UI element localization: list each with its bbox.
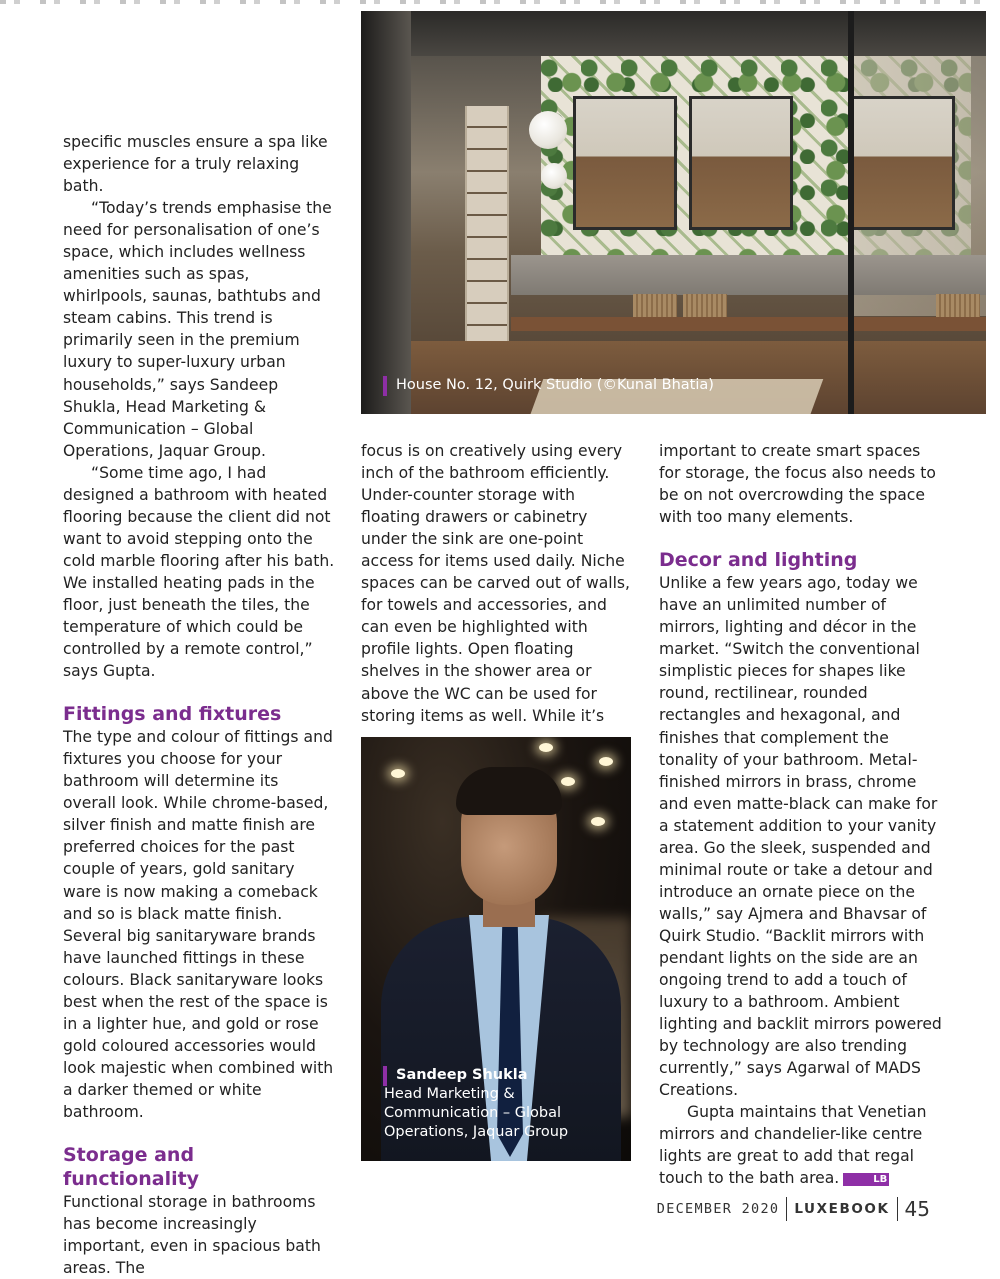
paragraph: important to create smart spaces for storage, the focus also needs to be on not overcrowding the space with too many elements. (659, 442, 936, 527)
previous-text-strip (0, 0, 1000, 4)
paragraph: Unlike a few years ago, today we have an unlimited number of mirrors, lighting and décor in the market. “Switch the conventional simplistic pieces for shapes like round, rectilinear, rounded rectangles and hexagonal, and finishes that complement the tonality of your bathroom. Metal-finished mirrors in brass, chrome and even matte-black can make for a statement addition to your vanity area. Go the sleek, suspended and minimal route or take a detour and introduce an ornate piece on the walls,” say Ajmera and Bhavsar of Quirk Studio. “Backlit mirrors with pendant lights on the side are an ongoing trend to add a touch of luxury to a bathroom. Ambient lighting and backlit mirrors powered by technology are also trending currently,” says Agarwal of MADS Creations. (659, 574, 942, 1100)
portrait-caption-line: Operations, Jaquar Group (384, 1124, 569, 1140)
pendant-light (541, 163, 567, 189)
article-column-1 (63, 131, 335, 1279)
page-number: 45 (904, 1197, 930, 1221)
paragraph: Gupta maintains that Venetian mirrors and chandelier-like centre lights are great to add that regal touch to the bath area. LB (659, 1103, 927, 1188)
divider (897, 1197, 898, 1221)
mirror (573, 96, 677, 230)
shoe-shelf (465, 106, 509, 366)
portrait-caption-line: Communication – Global (384, 1105, 562, 1121)
paragraph: The type and colour of fittings and fixtures you choose for your bathroom will determine its overall look. While chrome-based, silver finish and matte finish are preferred choices for the past couple of years, gold sanitary ware is now making a comeback and so is black matte finish. Several big sanitaryware brands have launched fittings in these colours. Black sanitaryware looks best when the rest of the space is in a lighter hue, and gold or rose gold coloured accessories would look majestic when combined with a darker themed or white bathroom. (63, 728, 334, 1121)
article-column-2 (361, 440, 633, 727)
mirror (851, 96, 955, 230)
section-heading-decor: Decor and lighting (659, 549, 858, 572)
portrait-caption-line: Head Marketing & (384, 1086, 515, 1102)
portrait-caption-name: Sandeep Shukla (383, 1066, 528, 1086)
mirror (689, 96, 793, 230)
magazine-brand: LUXEBOOK (794, 1201, 890, 1217)
pendant-light (529, 111, 567, 149)
issue-date: DECEMBER 2020 (656, 1201, 780, 1217)
paragraph: “Today’s trends emphasise the need for personalisation of one’s space, which includes wellness amenities such as spas, whirlpools, saunas, bathtubs and steam cabins. This trend is primarily seen in the premium luxury to super-luxury urban households,” says Sandeep Shukla, Head Marketing & Communication – Global Operations, Jaquar Group. (63, 199, 332, 460)
paragraph: Functional storage in bathrooms has become increasingly important, even in spacious bath areas. The (63, 1193, 321, 1278)
article-column-3 (659, 440, 943, 1190)
paragraph: focus is on creatively using every inch of the bathroom efficiently. Under-counter storage with floating drawers or cabinetry under the sink are one-point access for items used daily. Niche spaces can be carved out of walls, for towels and accessories, and can even be highlighted with profile lights. Open floating shelves in the shower area or above the WC can be used for storing items as well. While it’s (361, 442, 630, 725)
paragraph: specific muscles ensure a spa like experience for a truly relaxing bath. (63, 133, 328, 196)
end-mark-icon: LB (843, 1173, 889, 1186)
vanity-counter (511, 255, 986, 295)
photo-caption: House No. 12, Quirk Studio (©Kunal Bhatia) (383, 376, 714, 396)
paragraph: “Some time ago, I had designed a bathroom with heated flooring because the client did not want to avoid stepping onto the cold marble flooring after his bath. We installed heating pads in the floor, just beneath the tiles, the temperature of which could be controlled by a remote control,” says Gupta. (63, 463, 335, 681)
portrait-photo (361, 737, 631, 1161)
bathroom-photo (361, 11, 986, 414)
page-footer (657, 1196, 930, 1222)
divider (786, 1197, 787, 1221)
section-heading-fittings: Fittings and fixtures (63, 703, 282, 726)
section-heading-storage: Storage and functionality (63, 1144, 200, 1191)
